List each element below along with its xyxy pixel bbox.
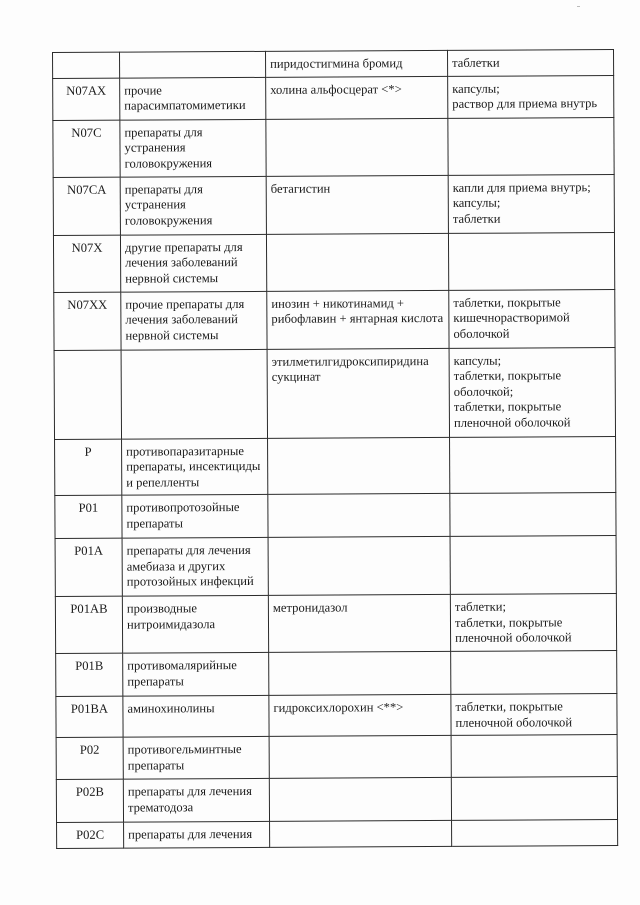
dosage-form-cell: [448, 232, 614, 290]
group-name: препараты для лечения: [128, 826, 253, 842]
group-cell: [122, 494, 268, 538]
group-name: другие препараты для лечения заболеваний нервной системы: [124, 239, 243, 286]
atc-code: N07AX: [66, 83, 107, 98]
table-row: [53, 174, 614, 235]
atc-code-cell: [54, 350, 121, 439]
drug-name: [274, 826, 447, 827]
drug-name: инозин + никотинамид + рибофлавин + янтарная кислота: [271, 295, 444, 326]
group-name: производные нитроимидазола: [126, 601, 216, 632]
group-name: препараты для устранения головокружения: [124, 181, 213, 228]
drug-name-cell: [269, 694, 451, 736]
atc-code-cell: [55, 495, 122, 538]
group-name: аминохинолины: [127, 701, 215, 716]
table-row: [55, 536, 616, 597]
group-cell: [120, 176, 266, 235]
table-row: [56, 651, 617, 697]
group-cell: [123, 778, 269, 822]
dosage-form: [456, 825, 613, 826]
drug-name-cell: [268, 536, 450, 595]
dosage-form: [453, 238, 610, 239]
atc-code-cell: [56, 696, 123, 737]
atc-code-cell: [53, 52, 120, 78]
group-cell: [122, 537, 268, 596]
atc-code: N07CA: [67, 182, 107, 197]
table-row: [53, 75, 614, 120]
atc-code: P01AB: [70, 601, 108, 616]
drug-name-cell: [268, 493, 450, 537]
drug-name-cell: [266, 233, 448, 291]
drug-name: [272, 442, 445, 443]
group-cell: [120, 77, 266, 120]
drug-name: [271, 238, 444, 239]
group-cell: [123, 695, 269, 737]
dosage-form-cell: [451, 651, 617, 695]
group-name: прочие препараты для лечения заболеваний нервной системы: [125, 296, 245, 343]
group-cell: [121, 291, 267, 350]
dosage-form: таблетки: [452, 55, 500, 70]
group-cell: [124, 821, 270, 847]
atc-code: P01: [78, 500, 99, 515]
drug-name-cell: [266, 76, 448, 119]
dosage-form-cell: [449, 289, 615, 348]
table-row: [54, 347, 615, 439]
dosage-form-cell: [450, 594, 616, 652]
atc-code-cell: [56, 653, 123, 696]
drug-name-cell: [269, 777, 451, 821]
group-name: препараты для устранения головокружения: [124, 124, 213, 171]
dosage-form: [455, 541, 612, 542]
drug-name: гидроксихлорохин <**>: [273, 700, 404, 715]
atc-code: P02B: [75, 784, 104, 799]
atc-code-cell: [54, 292, 121, 350]
atc-code: P02C: [76, 827, 105, 842]
table-row: [57, 820, 618, 848]
drug-name: [274, 783, 447, 784]
drug-name: [273, 657, 446, 658]
drug-name-cell: [267, 290, 449, 349]
dosage-form: таблетки, покрытые кишечнорастворимой оболочкой: [453, 294, 570, 341]
drug-name-cell: [270, 820, 452, 846]
atc-code-cell: [56, 779, 123, 822]
dosage-form-cell: [450, 493, 616, 537]
atc-code-cell: [53, 120, 120, 177]
group-name: противогельминтные препараты: [127, 742, 242, 773]
dosage-form-cell: [448, 75, 614, 118]
group-name: прочие парасимпатомиметики: [124, 82, 246, 113]
dosage-form: [452, 123, 609, 124]
table-row: [53, 232, 614, 292]
dosage-form-cell: [451, 735, 617, 778]
atc-code: P: [84, 444, 92, 459]
atc-code-cell: [55, 538, 122, 596]
drug-name-cell: [268, 594, 450, 652]
drug-name-cell: [269, 651, 451, 695]
atc-code-cell: [55, 596, 122, 653]
atc-code-cell: [53, 177, 120, 235]
table-row: [55, 436, 616, 495]
group-name: противопаразитарные препараты, инсектициды и репелленты: [126, 443, 261, 490]
group-cell: [120, 51, 266, 77]
drug-name: [272, 499, 445, 500]
drug-name: бетагистин: [270, 181, 331, 196]
table-row: [55, 493, 616, 539]
drug-name: [270, 123, 443, 124]
group-cell: [123, 652, 269, 696]
group-name: противопротозойные препараты: [126, 500, 240, 531]
scan-speck: [577, 6, 580, 7]
group-name: [124, 57, 261, 58]
group-cell: [122, 438, 268, 495]
drug-name: холина альфосцерат <*>: [270, 81, 402, 97]
atc-code: N07X: [71, 240, 103, 255]
dosage-form-cell: [450, 436, 616, 493]
atc-code-cell: [55, 439, 122, 496]
group-cell: [120, 119, 266, 177]
dosage-form-cell: [449, 347, 615, 437]
dosage-form-cell: [448, 117, 614, 175]
table-row: [54, 289, 615, 350]
drug-name: [273, 542, 446, 543]
drug-name-cell: [266, 175, 448, 234]
dosage-form: таблетки, покрытые пленочной оболочкой: [455, 699, 573, 730]
dosage-form: [456, 740, 613, 741]
drug-name: этилметилгидроксипиридина сукцинат: [271, 353, 429, 384]
atc-code: N07C: [71, 125, 102, 140]
drug-name-cell: [265, 50, 447, 76]
drug-table: [52, 49, 618, 848]
drug-name: метронидазол: [272, 600, 348, 615]
dosage-form: капсулы; таблетки, покрытые оболочкой; таблетки, покрытые пленочной оболочкой: [453, 353, 571, 430]
atc-code: P01B: [75, 658, 104, 673]
group-cell: [123, 736, 269, 779]
group-name: препараты для лечения амебиаза и других протозойных инфекций: [126, 542, 254, 589]
atc-code-cell: [57, 822, 124, 848]
group-cell: [122, 595, 268, 653]
dosage-form: [456, 782, 613, 783]
dosage-form-cell: [450, 536, 616, 595]
drug-name-cell: [268, 437, 450, 494]
dosage-form: таблетки; таблетки, покрытые пленочной оболочкой: [454, 599, 572, 645]
atc-code-cell: [53, 78, 120, 120]
atc-code: P01BA: [70, 701, 109, 716]
drug-name-cell: [269, 735, 451, 778]
drug-table-body: [53, 50, 618, 848]
table-row: [53, 117, 614, 177]
table-row: [56, 694, 617, 738]
atc-code: P02: [79, 742, 100, 757]
group-name: [126, 354, 263, 355]
dosage-form-cell: [448, 174, 614, 233]
dosage-form: капли для приема внутрь; капсулы; таблетки: [452, 179, 591, 226]
dosage-form: капсулы; раствор для приема внутрь: [452, 81, 598, 111]
drug-name: пиридостигмина бромид: [270, 56, 403, 71]
table-row: [55, 594, 616, 654]
dosage-form-cell: [447, 50, 613, 76]
table-row: [56, 777, 617, 823]
group-cell: [121, 349, 267, 439]
drug-name-cell: [267, 348, 449, 438]
dosage-form-cell: [451, 694, 617, 736]
dosage-form-cell: [451, 777, 617, 821]
group-cell: [120, 234, 266, 292]
atc-code-cell: [56, 737, 123, 779]
atc-code-cell: [53, 235, 120, 292]
dosage-form: [455, 656, 612, 657]
atc-code: N07XX: [67, 297, 108, 312]
group-name: противомалярийные препараты: [127, 658, 237, 689]
dosage-form: [454, 498, 611, 499]
table-row: [56, 735, 617, 780]
table-row: [53, 50, 614, 78]
group-name: препараты для лечения трематодоза: [127, 783, 252, 815]
dosage-form: [454, 442, 611, 443]
drug-name: [274, 741, 447, 742]
dosage-form-cell: [452, 820, 618, 846]
atc-code: P01A: [74, 543, 103, 558]
drug-name-cell: [266, 118, 448, 176]
